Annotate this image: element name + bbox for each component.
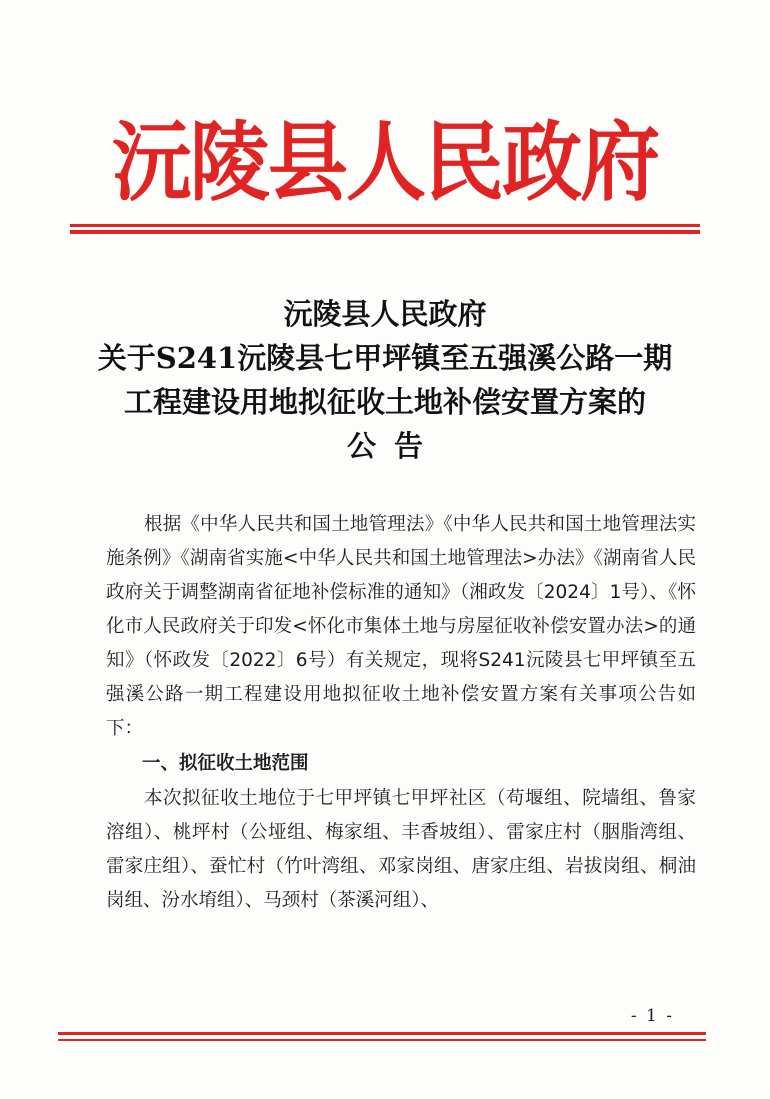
footer-rule-thin — [58, 1039, 706, 1041]
title-line-4: 公告 — [346, 429, 441, 463]
footer-rule-thick — [58, 1032, 706, 1035]
body-paragraph-2: 本次拟征收土地位于七甲坪镇七甲坪社区（苟堰组、院墙组、鲁家溶组）、桃坪村（公垭组、梅家组、丰香坡组）、雷家庄村（胭脂湾组、雷家庄组）、蚕忙村（竹叶湾组、邓家岗组、唐家庄组、岩拔岗组、桐油岗组、汾水堉组）、马颈村（茶溪河组）、 — [106, 788, 696, 911]
body-paragraph-1: 根据《中华人民共和国土地管理法》《中华人民共和国土地管理法实施条例》《湖南省实施<中华人民共和国土地管理法>办法》《湖南省人民政府关于调整湖南省征地补偿标准的通知》（湘政发〔2024〕1号）、《怀化市人民政府关于印发<怀化市集体土地与房屋征收补偿安置办法>的通知》（怀政发〔2022〕6号）有关规定，现将S241沅陵县七甲坪镇至五强溪公路一期工程建设用地拟征收土地补偿安置方案有关事项公告如下： — [106, 514, 696, 739]
notice-body — [106, 508, 696, 918]
title-line-2: 关于S241沅陵县七甲坪镇至五强溪公路一期 — [97, 341, 673, 375]
title-line-3: 工程建设用地拟征收土地补偿安置方案的 — [123, 385, 646, 419]
masthead-rule-thin — [70, 224, 700, 227]
masthead-title: 沅陵县人民政府 — [111, 112, 659, 213]
title-line-1: 沅陵县人民政府 — [283, 297, 487, 331]
page-number: - 1 - — [630, 1006, 674, 1026]
masthead-rule-thick — [70, 230, 700, 234]
section-heading-1: 一、拟征收土地范围 — [142, 753, 309, 774]
notice-title — [60, 292, 710, 468]
